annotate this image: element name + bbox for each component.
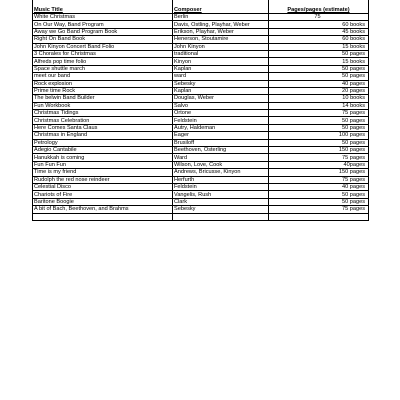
empty-cell — [173, 213, 269, 220]
cell-music-title: Rudolph the red nose reindeer — [33, 176, 173, 183]
cell-composer: Feldstein — [173, 117, 269, 124]
cell-music-title: Prime time Rock — [33, 87, 173, 94]
cell-composer: Kinyon — [173, 58, 269, 65]
cell-composer: Kaplan — [173, 87, 269, 94]
cell-pages-estimate: 10 books — [269, 95, 369, 102]
cell-composer: Erikson, Playhar, Weber — [173, 28, 269, 35]
cell-pages-estimate: 45 books — [269, 28, 369, 35]
cell-pages-estimate: 50 pages — [269, 73, 369, 80]
table-row — [33, 102, 369, 109]
cell-music-title: Alfreds pop time folio — [33, 58, 173, 65]
cell-pages-estimate: 60 books — [269, 21, 369, 28]
table-row — [33, 28, 369, 35]
cell-music-title: Chariots of Fire — [33, 191, 173, 198]
cell-pages-estimate: 50 pages — [269, 65, 369, 72]
table-row — [33, 21, 369, 28]
cell-music-title: Right On Band Book — [33, 36, 173, 43]
cell-pages-estimate: 40pages — [269, 161, 369, 168]
cell-pages-estimate: 75 pages — [269, 110, 369, 117]
cell-pages-estimate: 75 pages — [269, 154, 369, 161]
cell-music-title: Rock explosion — [33, 80, 173, 87]
table-row — [33, 169, 369, 176]
empty-table-row — [33, 213, 369, 220]
cell-music-title: Space shuttle march — [33, 65, 173, 72]
header-row — [33, 0, 369, 14]
cell-composer: Berlin — [173, 14, 269, 21]
cell-pages-estimate: 40 pages — [269, 80, 369, 87]
cell-composer: Salvo — [173, 102, 269, 109]
table-row — [33, 139, 369, 146]
cell-composer: Sebesky — [173, 206, 269, 213]
cell-pages-estimate: 15 books — [269, 58, 369, 65]
header-pages-estimate: Pages/pages (estimate) — [269, 0, 369, 14]
cell-pages-estimate: 50 pages — [269, 139, 369, 146]
cell-music-title: Away we Go Band Program Book — [33, 28, 173, 35]
table-row — [33, 65, 369, 72]
cell-music-title: Christmas Celebration — [33, 117, 173, 124]
cell-music-title: Adegio Cantabile — [33, 147, 173, 154]
cell-composer: Andrews, Bricusse, Kinyon — [173, 169, 269, 176]
cell-music-title: meet our band — [33, 73, 173, 80]
empty-cell — [269, 213, 369, 220]
cell-composer: Douglas, Weber — [173, 95, 269, 102]
cell-composer: Autry, Haldeman — [173, 124, 269, 131]
cell-pages-estimate: 50 pages — [269, 124, 369, 131]
table-row — [33, 43, 369, 50]
cell-pages-estimate: 75 — [269, 14, 369, 21]
cell-pages-estimate: 50 pages — [269, 50, 369, 57]
cell-pages-estimate: 20 pages — [269, 87, 369, 94]
cell-music-title: 3 Chorales for Christmas — [33, 50, 173, 57]
cell-music-title: Here Comes Santa Claus — [33, 124, 173, 131]
header-music-title: Music Title — [33, 0, 173, 14]
cell-composer: Davis, Ostling, Playhar, Weber — [173, 21, 269, 28]
cell-music-title: White Christmas — [33, 14, 173, 21]
table-row — [33, 147, 369, 154]
cell-pages-estimate: 40 pages — [269, 183, 369, 190]
table-row — [33, 124, 369, 131]
cell-composer: Beethoven, Osterling — [173, 147, 269, 154]
cell-composer: ward — [173, 73, 269, 80]
cell-pages-estimate: 75 pages — [269, 176, 369, 183]
cell-composer: Brusiloff — [173, 139, 269, 146]
cell-composer: Ward — [173, 154, 269, 161]
table-row — [33, 161, 369, 168]
cell-pages-estimate: 50 pages — [269, 191, 369, 198]
table-row — [33, 80, 369, 87]
cell-composer: Clark — [173, 198, 269, 205]
cell-composer: Henerson, Stoutamire — [173, 36, 269, 43]
table-row — [33, 87, 369, 94]
table-row — [33, 95, 369, 102]
table-row — [33, 14, 369, 21]
table-row — [33, 183, 369, 190]
cell-composer: Herfurth — [173, 176, 269, 183]
cell-music-title: Celestial Disco — [33, 183, 173, 190]
music-inventory-table — [32, 0, 369, 221]
cell-music-title: Christmas Tidings — [33, 110, 173, 117]
cell-composer: Feldstein — [173, 183, 269, 190]
cell-pages-estimate: 50 pages — [269, 198, 369, 205]
table-row — [33, 73, 369, 80]
cell-pages-estimate: 75 pages — [269, 206, 369, 213]
cell-composer: Wilson, Love, Cook — [173, 161, 269, 168]
cell-pages-estimate: 60 books — [269, 36, 369, 43]
cell-music-title: On Our Way, Band Program — [33, 21, 173, 28]
cell-composer: John Kinyon — [173, 43, 269, 50]
table-row — [33, 176, 369, 183]
cell-music-title: Baritone Boogie — [33, 198, 173, 205]
cell-pages-estimate: 15 books — [269, 43, 369, 50]
cell-pages-estimate: 14 books — [269, 102, 369, 109]
table-row — [33, 50, 369, 57]
cell-composer: Sebesky — [173, 80, 269, 87]
cell-composer: traditional — [173, 50, 269, 57]
table-row — [33, 191, 369, 198]
cell-music-title: Hanukkah is coming — [33, 154, 173, 161]
table-row — [33, 198, 369, 205]
cell-music-title: Time is my friend — [33, 169, 173, 176]
cell-pages-estimate: 50 pages — [269, 117, 369, 124]
table-row — [33, 206, 369, 213]
table-row — [33, 110, 369, 117]
cell-composer: Ortone — [173, 110, 269, 117]
cell-composer: Vangelis, Rush — [173, 191, 269, 198]
cell-pages-estimate: 150 pages — [269, 169, 369, 176]
empty-cell — [33, 213, 173, 220]
table-row — [33, 132, 369, 139]
cell-music-title: Fun Fun Fun — [33, 161, 173, 168]
table-body — [33, 14, 369, 221]
cell-composer: Kaplan — [173, 65, 269, 72]
cell-music-title: John Kinyon Concert Band Folio — [33, 43, 173, 50]
cell-music-title: A bit of Bach, Beethoven, and Brahms — [33, 206, 173, 213]
cell-music-title: The belwin Band Builder — [33, 95, 173, 102]
cell-music-title: Petrology — [33, 139, 173, 146]
cell-music-title: Fun Workbook — [33, 102, 173, 109]
cell-music-title: Christmas in England — [33, 132, 173, 139]
table-row — [33, 58, 369, 65]
table-row — [33, 117, 369, 124]
cell-composer: Eager — [173, 132, 269, 139]
table-row — [33, 154, 369, 161]
table-row — [33, 36, 369, 43]
cell-pages-estimate: 150 pages — [269, 147, 369, 154]
cell-pages-estimate: 100 pages — [269, 132, 369, 139]
header-composer: Composer — [173, 0, 269, 14]
